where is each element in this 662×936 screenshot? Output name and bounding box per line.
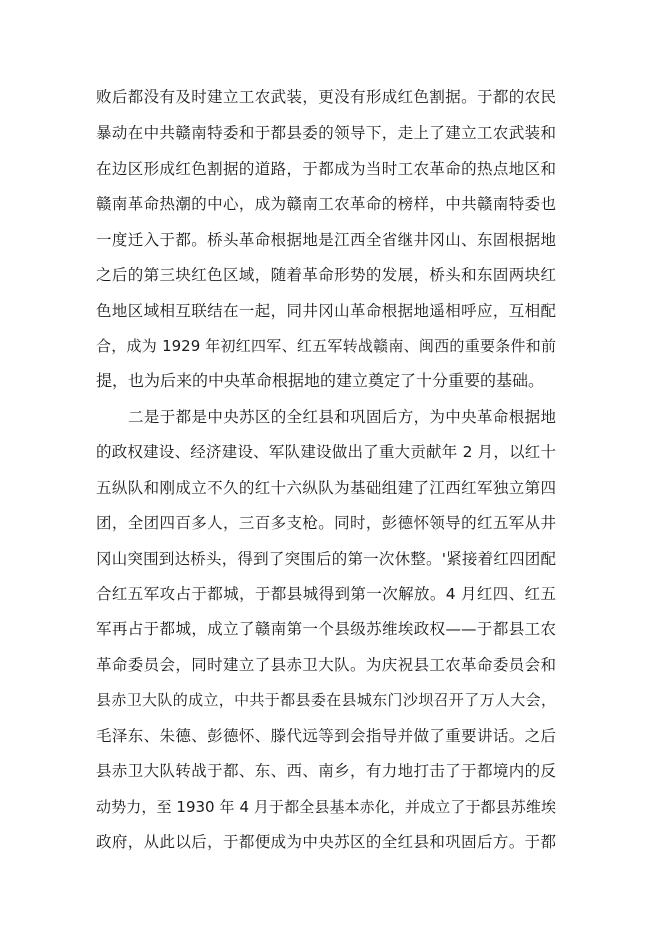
text-line: 合红五军攻占于都城，于都县城得到第一次解放。4 月红四、红五 — [96, 585, 556, 603]
text-line: 暴动在中共赣南特委和于都县委的领导下，走上了建立工农武装和 — [96, 124, 556, 142]
text-line: 县赤卫大队转战于都、东、西、南乡，有力地打击了于都境内的反 — [96, 762, 556, 780]
text-line: 赣南革命热潮的中心，成为赣南工农革命的榜样，中共赣南特委也 — [96, 195, 556, 213]
text-line: 团，全团四百多人，三百多支枪。同时，彭德怀领导的红五军从井 — [96, 514, 556, 532]
text-line: 军再占于都城，成立了赣南第一个县级苏维埃政权——于都县工农 — [96, 620, 556, 638]
text-line: 冈山突围到达桥头，得到了突围后的第一次休整。'紧接着红四团配 — [96, 550, 556, 568]
text-line: 的政权建设、经济建设、军队建设做出了重大贡献年 2 月，以红十 — [96, 443, 556, 461]
text-line: 动势力，至 1930 年 4 月于都全县基本赤化，并成立了于都县苏维埃 — [96, 798, 556, 816]
text-line: 政府，从此以后，于都便成为中央苏区的全红县和巩固后方。于都 — [96, 833, 556, 851]
text-line: 县赤卫大队的成立，中共于都县委在县城东门沙坝召开了万人大会， — [96, 691, 556, 709]
text-line: 之后的第三块红色区域，随着革命形势的发展，桥头和东固两块红 — [96, 266, 556, 284]
text-line: 在边区形成红色割据的道路，于都成为当时工农革命的热点地区和 — [96, 160, 556, 178]
text-line: 败后都没有及时建立工农武装，更没有形成红色割据。于都的农民 — [96, 88, 556, 106]
text-line: 革命委员会，同时建立了县赤卫大队。为庆祝县工农革命委员会和 — [96, 656, 556, 674]
text-line: 色地区域相互联结在一起，同井冈山革命根据地遥相呼应，互相配 — [96, 302, 556, 320]
paragraph-first-line: 二是于都是中央苏区的全红县和巩固后方，为中央革命根据地 — [128, 408, 556, 426]
text-line: 毛泽东、朱德、彭德怀、滕代远等到会指导并做了重要讲话。之后 — [96, 727, 556, 745]
text-line: 提，也为后来的中央革命根据地的建立奠定了十分重要的基础。 — [96, 371, 545, 390]
text-line: 五纵队和刚成立不久的红十六纵队为基础组建了江西红军独立第四 — [96, 479, 556, 497]
text-line: 合，成为 1929 年初红四军、红五军转战赣南、闽西的重要条件和前 — [96, 337, 556, 355]
text-line: 一度迁入于都。桥头革命根据地是江西全省继井冈山、东固根据地 — [96, 231, 556, 249]
